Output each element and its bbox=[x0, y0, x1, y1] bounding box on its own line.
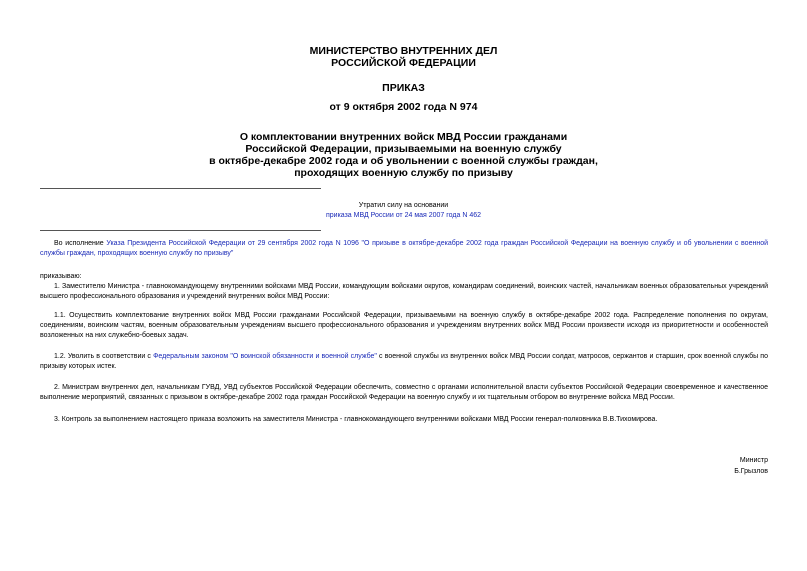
paragraph-3 bbox=[40, 415, 768, 425]
paragraph-2 bbox=[40, 383, 768, 403]
document-title bbox=[0, 131, 807, 179]
paragraph-1-2-prefix: 1.2. Уволить в соответствии с bbox=[54, 353, 154, 360]
signature-name: Б.Грызлов bbox=[734, 468, 768, 475]
paragraph-1-2 bbox=[40, 352, 768, 372]
ministry-line-2: РОССИЙСКОЙ ФЕДЕРАЦИИ bbox=[331, 57, 476, 69]
ministry-line-1: МИНИСТЕРСТВО ВНУТРЕННИХ ДЕЛ bbox=[309, 45, 498, 57]
void-notice-text: Утратил силу на основании bbox=[358, 202, 449, 209]
document-date-number: от 9 октября 2002 года N 974 bbox=[329, 101, 478, 113]
void-notice-link[interactable]: приказа МВД России от 24 мая 2007 года N 462 bbox=[325, 212, 482, 219]
paragraph-2-text: 2. Министрам внутренних дел, начальникам ГУВД, УВД субъектов Российской Федерации обеспечить, совместно с органами исполнительной власти субъектов Российской Федерации своевременное и качественное выполнение мероприятий, связанных с призывом в октябре-декабре 2002 года граждан Российской Федерации на военную службу и их тщательным отбором во внутренние войска МВД России. bbox=[40, 384, 768, 401]
divider-bottom bbox=[40, 230, 321, 231]
title-line-2: Российской Федерации, призываемыми на военную службу bbox=[245, 143, 562, 155]
prikazyvayu-line: приказываю: bbox=[40, 273, 82, 280]
paragraph-1 bbox=[40, 282, 768, 302]
decree-link[interactable]: Указа Президента Российской Федерации от 29 сентября 2002 года N 1096 "О призыве в октябре-декабре 2002 года граждан Российской Федерации на военную службу и об увольнении с военной службы граждан, проходящих военную службу по призыву" bbox=[40, 240, 769, 257]
title-line-1: О комплектовании внутренних войск МВД России гражданами bbox=[239, 131, 568, 143]
intro-prefix: Во исполнение bbox=[54, 240, 107, 247]
signature-block bbox=[734, 455, 768, 477]
paragraph-1-text: 1. Заместителю Министра - главнокомандующему внутренними войсками МВД России, командующим войсками округов, командирам соединений, воинских частей, начальникам военных образовательных учреждений высшего профессионального образования и учреждений внутренних войск МВД России: bbox=[40, 283, 768, 300]
paragraph-3-text: 3. Контроль за выполнением настоящего приказа возложить на заместителя Министра - главнокомандующего внутренними войсками МВД России генерал-полковника В.В.Тихомирова. bbox=[54, 416, 658, 423]
divider-top bbox=[40, 188, 321, 189]
ministry-heading bbox=[0, 45, 807, 69]
federal-law-link[interactable]: Федеральным законом "О воинской обязанности и военной службе" bbox=[153, 353, 377, 360]
intro-paragraph bbox=[40, 239, 768, 259]
signature-position: Министр bbox=[739, 457, 768, 464]
document-type: ПРИКАЗ bbox=[382, 82, 425, 94]
paragraph-1-1-text: 1.1. Осуществить комплектование внутренних войск МВД России гражданами Российской Федерации, призываемыми на военную службу в октябре-декабре 2002 года. Распределение пополнения по округам, соединениям, воинским частям, военным образовательным учреждениям высшего профессионального образования и учреждениям внутренних войск МВД России произвести исходя из приоритетности и особенностей возложенных на них служебно-боевых задач. bbox=[40, 312, 768, 339]
paragraph-1-1 bbox=[40, 311, 768, 341]
title-line-4: проходящих военную службу по призыву bbox=[294, 167, 513, 179]
title-line-3: в октябре-декабре 2002 года и об увольнении с военной службы граждан, bbox=[209, 155, 598, 167]
paragraph-1-2-suffix: с военной службы из внутренних войск МВД России солдат, матросов, сержантов и старшин, срок военной службы по призыву которых истек. bbox=[40, 353, 768, 370]
void-notice bbox=[0, 201, 807, 221]
